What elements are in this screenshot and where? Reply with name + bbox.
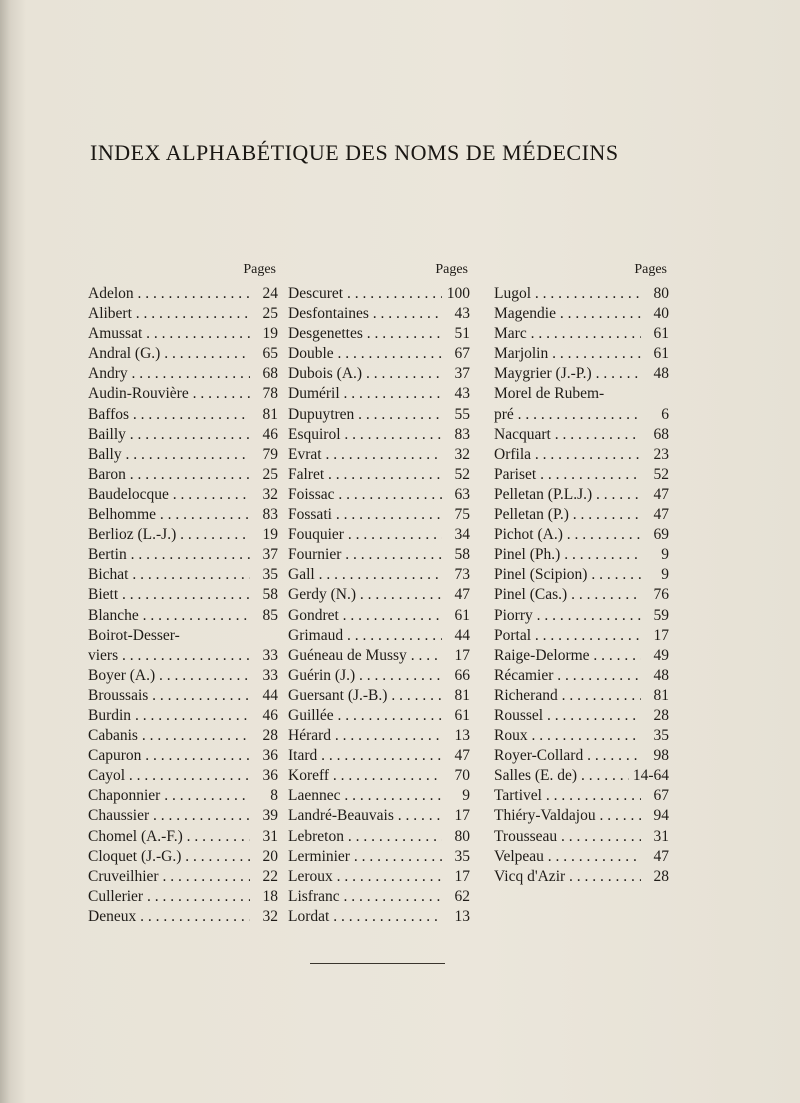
index-entry bbox=[288, 726, 470, 746]
index-entry bbox=[494, 746, 669, 766]
entry-page: 39 bbox=[262, 807, 278, 825]
index-entry bbox=[288, 606, 470, 626]
entry-name: Andral (G.) . . . bbox=[88, 344, 250, 364]
entry-name: Gall . . . bbox=[288, 565, 442, 585]
entry-page: 40 bbox=[653, 305, 669, 323]
entry-name: Cullerier . . . bbox=[88, 887, 250, 907]
entry-page: 35 bbox=[454, 847, 470, 865]
entry-name: Chomel (A.-F.) . . . bbox=[88, 827, 250, 847]
entry-page: 36 bbox=[262, 747, 278, 765]
index-entry bbox=[88, 525, 278, 545]
index-entry bbox=[288, 666, 470, 686]
entry-name: Roussel . . . bbox=[494, 706, 641, 726]
entry-name: Gerdy (N.) . . . bbox=[288, 585, 442, 605]
index-column-1 bbox=[88, 262, 278, 927]
index-entry bbox=[288, 545, 470, 565]
index-column-3 bbox=[494, 262, 669, 887]
entry-page: 14-64 bbox=[632, 767, 669, 785]
index-entry bbox=[494, 505, 669, 525]
entry-page: 19 bbox=[262, 325, 278, 343]
entry-name: Lebreton . . . bbox=[288, 827, 442, 847]
index-entry bbox=[494, 726, 669, 746]
entry-name: Cabanis . . . bbox=[88, 726, 250, 746]
index-entry bbox=[494, 766, 669, 786]
index-entry bbox=[288, 405, 470, 425]
entry-name: Descuret . . . bbox=[288, 284, 442, 304]
index-entry bbox=[88, 485, 278, 505]
index-entry bbox=[88, 565, 278, 585]
index-entry bbox=[88, 364, 278, 384]
index-entry bbox=[494, 465, 669, 485]
entry-page: 61 bbox=[454, 606, 470, 624]
entry-name: Cloquet (J.-G.) . . . bbox=[88, 847, 250, 867]
index-entry bbox=[494, 284, 669, 304]
index-entry bbox=[88, 545, 278, 565]
entry-name: Double . . . bbox=[288, 344, 442, 364]
entry-page: 85 bbox=[262, 606, 278, 624]
entry-name: Récamier . . . bbox=[494, 666, 641, 686]
index-entry bbox=[494, 405, 669, 425]
entry-name: Deneux . . . bbox=[88, 907, 250, 927]
entry-page: 37 bbox=[262, 546, 278, 564]
entry-page: 47 bbox=[454, 586, 470, 604]
index-entry bbox=[288, 384, 470, 404]
index-entry bbox=[88, 786, 278, 806]
page-title: INDEX ALPHABÉTIQUE DES NOMS DE MÉDECINS bbox=[90, 140, 619, 165]
entry-name: Pinel (Ph.) . . . bbox=[494, 545, 641, 565]
entry-name: Guéneau de Mussy . . . bbox=[288, 646, 442, 666]
index-entry bbox=[88, 646, 278, 666]
index-entry bbox=[494, 425, 669, 445]
entry-name: Royer-Collard . . . bbox=[494, 746, 641, 766]
index-entry bbox=[494, 786, 669, 806]
pages-header: Pages bbox=[243, 262, 276, 277]
index-entry bbox=[288, 465, 470, 485]
entry-name: Portal . . . bbox=[494, 626, 641, 646]
pages-header: Pages bbox=[634, 262, 667, 277]
entry-page: 20 bbox=[262, 847, 278, 865]
index-entry bbox=[88, 666, 278, 686]
entry-name: Evrat . . . bbox=[288, 445, 442, 465]
entry-page: 59 bbox=[653, 606, 669, 624]
entry-page: 81 bbox=[262, 405, 278, 423]
entry-page: 19 bbox=[262, 526, 278, 544]
entry-page: 8 bbox=[270, 787, 278, 805]
index-entry bbox=[88, 384, 278, 404]
index-entry bbox=[288, 324, 470, 344]
index-entry bbox=[288, 425, 470, 445]
entry-name: viers . . . bbox=[88, 646, 250, 666]
entry-page: 13 bbox=[454, 907, 470, 925]
index-entry bbox=[88, 806, 278, 826]
index-entry bbox=[288, 585, 470, 605]
index-entry bbox=[88, 706, 278, 726]
index-entry bbox=[88, 867, 278, 887]
entry-page: 24 bbox=[262, 285, 278, 302]
entry-page: 47 bbox=[653, 485, 669, 503]
entry-page: 52 bbox=[454, 465, 470, 483]
entry-page: 28 bbox=[262, 727, 278, 745]
entry-name: Roux . . . bbox=[494, 726, 641, 746]
entry-name: Biett . . . bbox=[88, 585, 250, 605]
index-entry bbox=[88, 405, 278, 425]
index-entry bbox=[494, 606, 669, 626]
index-entry bbox=[88, 284, 278, 304]
index-entry bbox=[88, 585, 278, 605]
entry-name: Alibert . . . bbox=[88, 304, 250, 324]
entry-name: Guérin (J.) . . . bbox=[288, 666, 442, 686]
entry-name: Baron . . . bbox=[88, 465, 250, 485]
entry-name: Duméril . . . bbox=[288, 384, 442, 404]
index-entry bbox=[494, 324, 669, 344]
index-entry bbox=[288, 485, 470, 505]
index-entry bbox=[494, 806, 669, 826]
entry-page: 61 bbox=[653, 345, 669, 363]
entry-name: Richerand . . . bbox=[494, 686, 641, 706]
entry-page: 35 bbox=[262, 566, 278, 584]
index-entry bbox=[88, 686, 278, 706]
entry-name: Dupuytren . . . bbox=[288, 405, 442, 425]
entry-name: Cruveilhier . . . bbox=[88, 867, 250, 887]
index-entry bbox=[288, 445, 470, 465]
index-entry bbox=[494, 344, 669, 364]
entry-page: 61 bbox=[454, 706, 470, 724]
entry-page: 28 bbox=[653, 706, 669, 724]
index-entry bbox=[88, 827, 278, 847]
entry-page: 35 bbox=[653, 727, 669, 745]
index-entry bbox=[288, 827, 470, 847]
entry-name: Boirot-Desser- bbox=[88, 626, 180, 644]
index-entry bbox=[288, 364, 470, 384]
entry-name: Lordat . . . bbox=[288, 907, 442, 927]
index-entry bbox=[494, 847, 669, 867]
entry-name: Foissac . . . bbox=[288, 485, 442, 505]
entry-page: 62 bbox=[454, 887, 470, 905]
index-entry bbox=[494, 867, 669, 887]
entry-name: Cayol . . . bbox=[88, 766, 250, 786]
index-entry bbox=[288, 565, 470, 585]
entry-page: 58 bbox=[262, 586, 278, 604]
entry-name: Leroux . . . bbox=[288, 867, 442, 887]
entry-page: 73 bbox=[454, 566, 470, 584]
entry-page: 63 bbox=[454, 485, 470, 503]
entry-page: 48 bbox=[653, 365, 669, 383]
index-entry bbox=[88, 907, 278, 927]
index-entry bbox=[288, 806, 470, 826]
index-entry bbox=[288, 304, 470, 324]
index-entry bbox=[88, 425, 278, 445]
index-entry bbox=[288, 907, 470, 927]
entry-page: 47 bbox=[653, 847, 669, 865]
entry-name: Audin-Rouvière . . . bbox=[88, 384, 250, 404]
entry-name: Adelon . . . bbox=[88, 284, 250, 304]
index-entry bbox=[494, 364, 669, 384]
entry-name: Pichot (A.) . . . bbox=[494, 525, 641, 545]
index-entry bbox=[494, 384, 669, 404]
entry-name: Fournier . . . bbox=[288, 545, 442, 565]
index-entry bbox=[88, 847, 278, 867]
entry-page: 9 bbox=[661, 566, 669, 584]
entry-page: 83 bbox=[454, 425, 470, 443]
entry-name: Hérard . . . bbox=[288, 726, 442, 746]
index-entry bbox=[494, 485, 669, 505]
entry-name: Chaponnier . . . bbox=[88, 786, 250, 806]
index-entry bbox=[88, 606, 278, 626]
index-entry bbox=[494, 686, 669, 706]
entry-page: 51 bbox=[454, 325, 470, 343]
entry-page: 32 bbox=[262, 485, 278, 503]
entry-name: Gondret . . . bbox=[288, 606, 442, 626]
entry-page: 43 bbox=[454, 385, 470, 403]
closing-rule bbox=[310, 963, 445, 964]
index-entry bbox=[494, 304, 669, 324]
entry-name: Velpeau . . . bbox=[494, 847, 641, 867]
index-entry bbox=[288, 646, 470, 666]
entry-name: Itard . . . bbox=[288, 746, 442, 766]
entry-name: Burdin . . . bbox=[88, 706, 250, 726]
index-entry bbox=[288, 626, 470, 646]
entry-name: Blanche . . . bbox=[88, 606, 250, 626]
entry-page: 80 bbox=[454, 827, 470, 845]
entry-page: 47 bbox=[653, 506, 669, 524]
index-entry bbox=[288, 746, 470, 766]
entry-name: Pelletan (P.L.J.) . . . bbox=[494, 485, 641, 505]
entry-page: 43 bbox=[454, 305, 470, 323]
entry-name: Guillée . . . bbox=[288, 706, 442, 726]
entry-name: Marc . . . bbox=[494, 324, 641, 344]
index-entry bbox=[288, 686, 470, 706]
entry-name: Nacquart . . . bbox=[494, 425, 641, 445]
entry-name: Chaussier . . . bbox=[88, 806, 250, 826]
index-entry bbox=[494, 706, 669, 726]
index-entry bbox=[288, 786, 470, 806]
entry-page: 65 bbox=[262, 345, 278, 363]
entry-page: 44 bbox=[262, 686, 278, 704]
entry-name: Desfontaines . . . bbox=[288, 304, 442, 324]
index-entry bbox=[494, 666, 669, 686]
entry-page: 76 bbox=[653, 586, 669, 604]
entry-name: Lerminier . . . bbox=[288, 847, 442, 867]
entry-page: 31 bbox=[262, 827, 278, 845]
entry-page: 17 bbox=[454, 807, 470, 825]
index-entry bbox=[288, 887, 470, 907]
index-entry bbox=[88, 746, 278, 766]
entry-name: Orfila . . . bbox=[494, 445, 641, 465]
entry-name: Dubois (A.) . . . bbox=[288, 364, 442, 384]
index-column-2 bbox=[288, 262, 470, 927]
entry-page: 37 bbox=[454, 365, 470, 383]
index-entry bbox=[288, 867, 470, 887]
entry-name: Morel de Rubem- bbox=[494, 385, 605, 403]
index-entry bbox=[88, 445, 278, 465]
index-entry bbox=[88, 887, 278, 907]
entry-page: 66 bbox=[454, 666, 470, 684]
entry-name: Bailly . . . bbox=[88, 425, 250, 445]
entry-name: Bally . . . bbox=[88, 445, 250, 465]
entry-page: 18 bbox=[262, 887, 278, 905]
entry-page: 17 bbox=[454, 867, 470, 885]
entry-page: 46 bbox=[262, 706, 278, 724]
index-entry bbox=[288, 284, 470, 304]
entry-page: 46 bbox=[262, 425, 278, 443]
index-entry bbox=[494, 827, 669, 847]
entry-name: Thiéry-Valdajou . . . bbox=[494, 806, 641, 826]
entry-name: pré . . . bbox=[494, 405, 641, 425]
entry-page: 17 bbox=[454, 646, 470, 664]
index-entry bbox=[88, 304, 278, 324]
entry-name: Amussat . . . bbox=[88, 324, 250, 344]
index-entry bbox=[88, 726, 278, 746]
entry-name: Grimaud . . . bbox=[288, 626, 442, 646]
entry-page: 70 bbox=[454, 767, 470, 785]
entry-name: Laennec . . . bbox=[288, 786, 442, 806]
entry-page: 9 bbox=[661, 546, 669, 564]
entry-page: 22 bbox=[262, 867, 278, 885]
entry-name: Koreff . . . bbox=[288, 766, 442, 786]
entry-page: 52 bbox=[653, 465, 669, 483]
index-entry bbox=[494, 525, 669, 545]
index-entry bbox=[494, 626, 669, 646]
entry-name: Capuron . . . bbox=[88, 746, 250, 766]
entry-page: 31 bbox=[653, 827, 669, 845]
entry-name: Raige-Delorme . . . bbox=[494, 646, 641, 666]
entry-page: 48 bbox=[653, 666, 669, 684]
entry-page: 49 bbox=[653, 646, 669, 664]
index-entry bbox=[288, 706, 470, 726]
entry-page: 44 bbox=[454, 626, 470, 644]
entry-name: Berlioz (L.-J.) . . . bbox=[88, 525, 250, 545]
entry-name: Vicq d'Azir . . . bbox=[494, 867, 641, 887]
entry-name: Fossati . . . bbox=[288, 505, 442, 525]
entry-page: 23 bbox=[653, 445, 669, 463]
entry-page: 67 bbox=[653, 787, 669, 805]
entry-name: Landré-Beauvais . . . bbox=[288, 806, 442, 826]
entry-name: Salles (E. de) . . . bbox=[494, 766, 629, 786]
entry-page: 78 bbox=[262, 385, 278, 403]
entry-page: 13 bbox=[454, 727, 470, 745]
entry-page: 17 bbox=[653, 626, 669, 644]
index-entry bbox=[494, 445, 669, 465]
entry-name: Desgenettes . . . bbox=[288, 324, 442, 344]
index-entry bbox=[494, 545, 669, 565]
entry-page: 94 bbox=[653, 807, 669, 825]
entry-name: Tartivel . . . bbox=[494, 786, 641, 806]
entry-name: Bichat . . . bbox=[88, 565, 250, 585]
entry-name: Lugol . . . bbox=[494, 284, 641, 304]
entry-page: 33 bbox=[262, 666, 278, 684]
entry-name: Baudelocque . . . bbox=[88, 485, 250, 505]
entry-name: Esquirol . . . bbox=[288, 425, 442, 445]
entry-name: Trousseau . . . bbox=[494, 827, 641, 847]
entry-name: Magendie . . . bbox=[494, 304, 641, 324]
index-entry bbox=[494, 565, 669, 585]
index-entry bbox=[494, 585, 669, 605]
index-entry bbox=[88, 505, 278, 525]
entry-page: 28 bbox=[653, 867, 669, 885]
entry-page: 47 bbox=[454, 747, 470, 765]
entry-name: Piorry . . . bbox=[494, 606, 641, 626]
entry-page: 58 bbox=[454, 546, 470, 564]
index-entry bbox=[288, 766, 470, 786]
entry-name: Pinel (Scipion) . . . bbox=[494, 565, 641, 585]
entry-name: Belhomme . . . bbox=[88, 505, 250, 525]
entry-page: 32 bbox=[454, 445, 470, 463]
entry-name: Marjolin . . . bbox=[494, 344, 641, 364]
entry-page: 69 bbox=[653, 526, 669, 544]
entry-page: 36 bbox=[262, 767, 278, 785]
entry-name: Pelletan (P.) . . . bbox=[494, 505, 641, 525]
entry-page: 61 bbox=[653, 325, 669, 343]
entry-name: Bertin . . . bbox=[88, 545, 250, 565]
entry-page: 81 bbox=[454, 686, 470, 704]
entry-page: 75 bbox=[454, 506, 470, 524]
entry-name: Pinel (Cas.) . . . bbox=[494, 585, 641, 605]
entry-name: Pariset . . . bbox=[494, 465, 641, 485]
entry-page: 25 bbox=[262, 305, 278, 323]
entry-name: Falret . . . bbox=[288, 465, 442, 485]
entry-page: 68 bbox=[653, 425, 669, 443]
index-entry bbox=[88, 324, 278, 344]
entry-name: Lisfranc . . . bbox=[288, 887, 442, 907]
entry-name: Guersant (J.-B.) . . . bbox=[288, 686, 442, 706]
entry-page: 100 bbox=[446, 285, 470, 302]
index-entry bbox=[88, 766, 278, 786]
entry-page: 81 bbox=[653, 686, 669, 704]
index-entry bbox=[288, 344, 470, 364]
entry-name: Baffos . . . bbox=[88, 405, 250, 425]
entry-page: 80 bbox=[653, 285, 669, 302]
entry-name: Andry . . . bbox=[88, 364, 250, 384]
entry-page: 67 bbox=[454, 345, 470, 363]
pages-header: Pages bbox=[435, 262, 468, 277]
entry-page: 55 bbox=[454, 405, 470, 423]
index-entry bbox=[88, 626, 278, 646]
entry-page: 25 bbox=[262, 465, 278, 483]
entry-name: Fouquier . . . bbox=[288, 525, 442, 545]
entry-page: 32 bbox=[262, 907, 278, 925]
entry-page: 68 bbox=[262, 365, 278, 383]
entry-name: Broussais . . . bbox=[88, 686, 250, 706]
entry-name: Maygrier (J.-P.) . . . bbox=[494, 364, 641, 384]
entry-name: Boyer (A.) . . . bbox=[88, 666, 250, 686]
entry-page: 9 bbox=[462, 787, 470, 805]
entry-page: 98 bbox=[653, 747, 669, 765]
entry-page: 33 bbox=[262, 646, 278, 664]
entry-page: 34 bbox=[454, 526, 470, 544]
index-entry bbox=[88, 344, 278, 364]
index-entry bbox=[88, 465, 278, 485]
index-entry bbox=[288, 847, 470, 867]
entry-page: 79 bbox=[262, 445, 278, 463]
index-entry bbox=[494, 646, 669, 666]
entry-page: 6 bbox=[661, 405, 669, 423]
entry-page: 83 bbox=[262, 506, 278, 524]
index-entry bbox=[288, 525, 470, 545]
index-entry bbox=[288, 505, 470, 525]
